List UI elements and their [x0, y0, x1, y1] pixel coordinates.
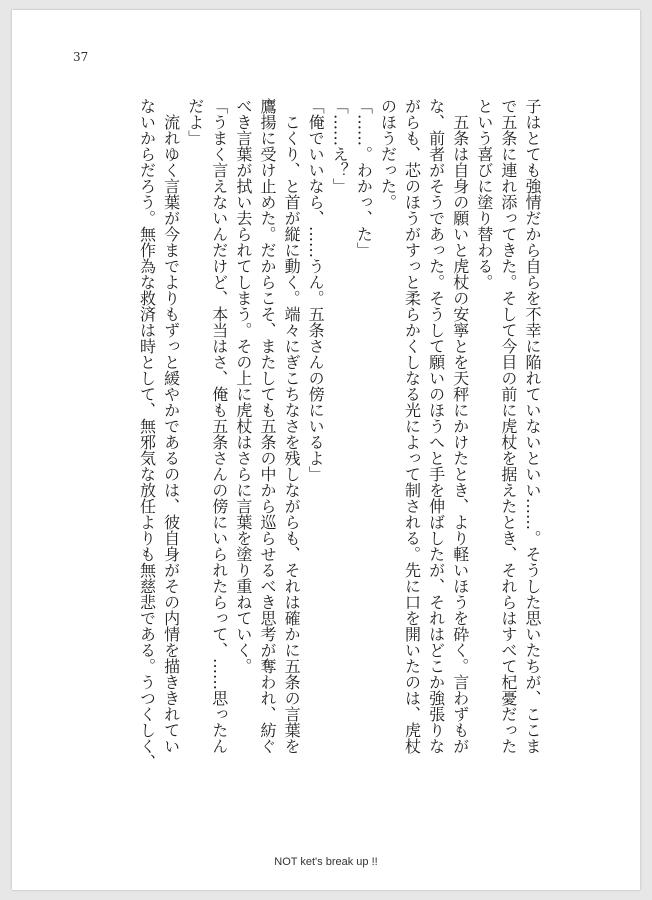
text-line: 「うまく言えないんだけど、本当はさ、俺も五条さんの傍にいられたらって、……思ったん	[209, 98, 229, 754]
text-line: べき言葉が拭い去られてしまう。その上に虎杖はさらに言葉を塗り重ねていく。	[233, 98, 253, 674]
page-number: 37	[73, 50, 89, 64]
text-line: で五条に連れ添ってきた。そして今目の前に虎杖を据えたとき、それらはすべて杞憂だった	[498, 98, 518, 754]
vertical-body-text	[108, 98, 544, 838]
page-footer: NOT ket's break up !!	[274, 856, 378, 868]
text-line: のほうだった。	[378, 98, 398, 210]
text-line: こくり、と首が縦に動く。端々にぎこちなさを残しながらも、それは確かに五条の言葉を	[282, 98, 302, 754]
text-line: 「……。わかっ、た」	[354, 98, 374, 258]
text-line: がらも、芯のほうがすっと柔らかくしなる光によって制される。先に口を開いたのは、虎杖	[402, 98, 422, 754]
text-line: 子はとても強情だから自らを不幸に陥れていないといい……。そうした思いたちが、ここま	[523, 98, 542, 754]
text-line: ないからだろう。無作為な救済は時として、無邪気な放任よりも無慈悲である。うつくしく、	[137, 98, 157, 770]
text-line: 流れゆく言葉が今までよりもずっと緩やかであるのは、彼自身がその内情を描ききれてい	[161, 98, 181, 754]
text-line: という喜びに塗り替わる。	[474, 98, 494, 290]
text-line: 鷹揚に受け止めた。だからこそ、またしても五条の中から巡らせるべき思考が奪われ、紡ぐ	[257, 98, 277, 754]
text-line: 「俺でいいなら、……うん。五条さんの傍にいるよ」	[306, 98, 326, 482]
text-line: 五条は自身の願いと虎杖の安寧とを天秤にかけたとき、より軽いほうを砕く。言わずもが	[450, 98, 470, 754]
text-line: な、前者がそうであった。そうして願いのほうへと手を伸ばしたが、それはどこか強張りな	[426, 98, 446, 754]
text-line: 「……え？」	[330, 98, 350, 194]
text-line: だよ」	[185, 98, 205, 146]
book-page	[12, 10, 640, 890]
